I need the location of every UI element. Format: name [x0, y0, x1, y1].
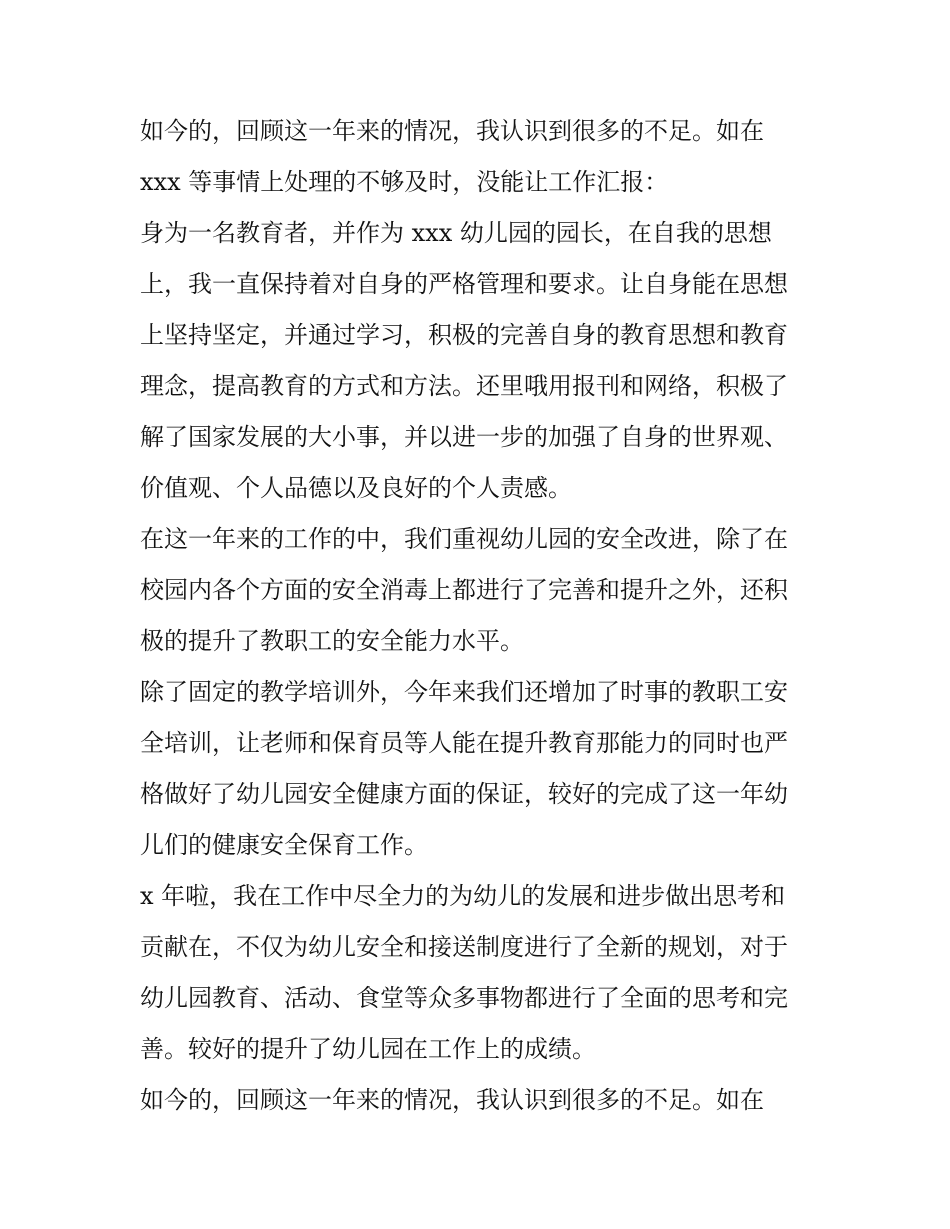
text-line: 校园内各个方面的安全消毒上都进行了完善和提升之外，还积: [140, 576, 788, 604]
text-line: 上，我一直保持着对自身的严格管理和要求。让自身能在思想: [140, 270, 788, 298]
text-line: 除了固定的教学培训外，今年来我们还增加了时事的教职工安: [140, 678, 788, 706]
text-line: 价值观、个人品德以及良好的个人责感。: [140, 474, 572, 502]
text-line: 幼儿园教育、活动、食堂等众多事物都进行了全面的思考和完: [140, 984, 788, 1012]
text-line: 在这一年来的工作的中，我们重视幼儿园的安全改进，除了在: [140, 525, 788, 553]
document-body: [140, 106, 820, 1126]
text-line: 理念，提高教育的方式和方法。还里哦用报刊和网络，积极了: [140, 372, 788, 400]
text-line: 解了国家发展的大小事，并以进一步的加强了自身的世界观、: [140, 423, 788, 451]
text-line: 全培训，让老师和保育员等人能在提升教育那能力的同时也严: [140, 729, 788, 757]
text-line: x 年啦，我在工作中尽全力的为幼儿的发展和进步做出思考和: [140, 882, 786, 910]
text-line: 上坚持坚定，并通过学习，积极的完善自身的教育思想和教育: [140, 321, 788, 349]
text-line: 如今的，回顾这一年来的情况，我认识到很多的不足。如在: [140, 1086, 764, 1114]
text-line: xxx 等事情上处理的不够及时，没能让工作汇报：: [140, 168, 669, 196]
text-line: 身为一名教育者，并作为 xxx 幼儿园的园长，在自我的思想: [140, 219, 772, 247]
text-line: 如今的，回顾这一年来的情况，我认识到很多的不足。如在: [140, 117, 764, 145]
text-line: 贡献在，不仅为幼儿安全和接送制度进行了全新的规划，对于: [140, 933, 788, 961]
text-line: 格做好了幼儿园安全健康方面的保证，较好的完成了这一年幼: [140, 780, 788, 808]
text-line: 儿们的健康安全保育工作。: [140, 831, 428, 859]
text-line: 极的提升了教职工的安全能力水平。: [140, 627, 524, 655]
text-line: 善。较好的提升了幼儿园在工作上的成绩。: [140, 1035, 596, 1063]
